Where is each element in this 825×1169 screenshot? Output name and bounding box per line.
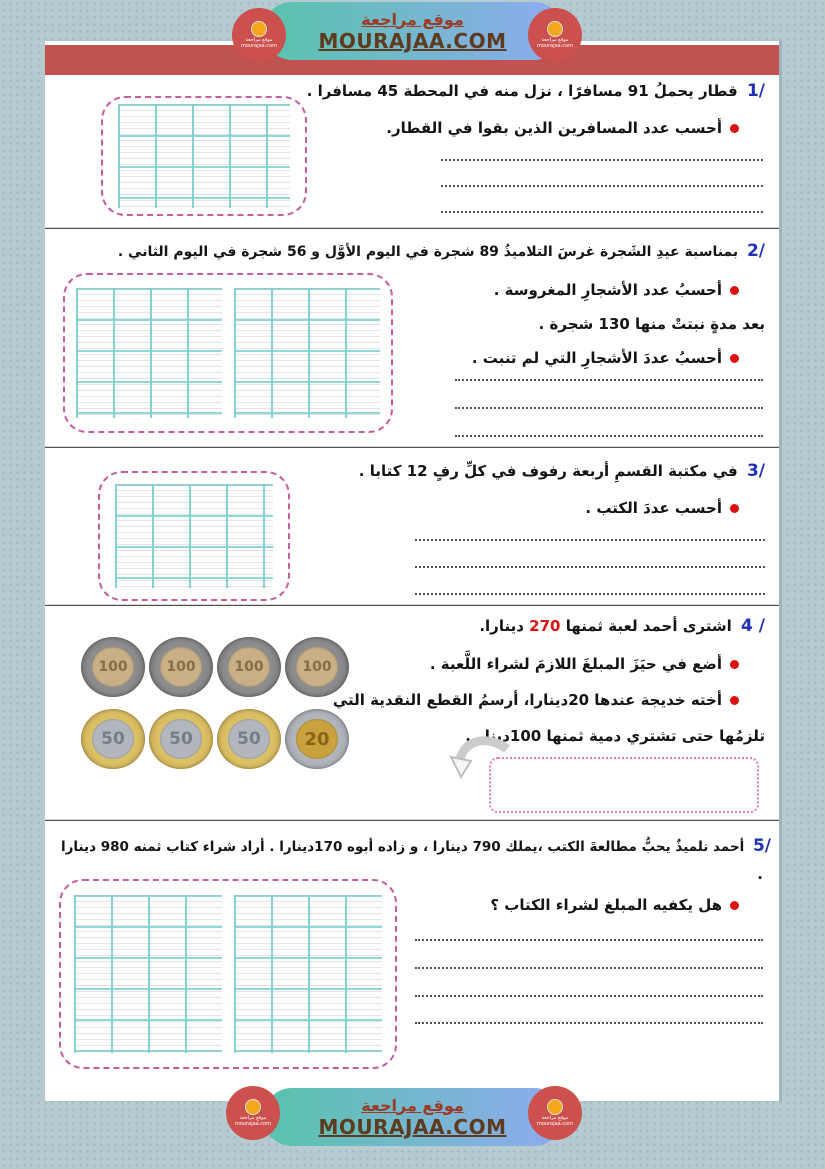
red-bullet-icon: [730, 696, 739, 705]
site-logo-badge: [226, 1086, 280, 1140]
site-logo-badge: [528, 1086, 582, 1140]
exercise4-number: 4 /: [741, 616, 765, 636]
grid-paper: [118, 104, 290, 208]
answer-dotted-line: [415, 967, 763, 969]
answer-dotted-line: [455, 379, 763, 381]
grid-paper: [234, 895, 382, 1053]
price-value: 270: [529, 617, 561, 635]
answer-dotted-line: [415, 593, 765, 595]
exercise-separator: [45, 227, 779, 229]
exercise3-work-grid-box: [98, 471, 290, 601]
answer-dotted-line: [455, 407, 763, 409]
coin-100-dinar: 100: [81, 637, 145, 697]
site-title-english: MOURAJAA.COM: [318, 1114, 507, 1139]
badge-text-ar: موقع مراجعة: [541, 1114, 569, 1121]
answer-dotted-line: [415, 995, 763, 997]
badge-text-ar: موقع مراجعة: [541, 36, 569, 43]
exercise2-work-grid-box: [63, 273, 393, 433]
coins-image: [81, 637, 349, 773]
site-title-arabic: موقع مراجعة: [361, 1095, 464, 1115]
exercise2-bullet1: أحسبُ عدد الأشجارِ المغروسة .: [494, 281, 739, 299]
exercise-separator: [45, 604, 779, 606]
coin-50-dinar: 50: [81, 709, 145, 769]
coin-100-dinar: 100: [285, 637, 349, 697]
site-title-arabic: موقع مراجعة: [361, 9, 464, 29]
exercise3-number: 3/: [746, 461, 765, 481]
badge-text-en: mourajaa.com: [536, 1121, 573, 1127]
badge-text-ar: موقع مراجعة: [239, 1114, 267, 1121]
exercise2-bullet2: أحسبُ عددَ الأشجارِ التي لم تنبت .: [472, 349, 739, 367]
grid-paper: [76, 288, 222, 418]
coin-50-dinar: 50: [217, 709, 281, 769]
red-bullet-icon: [730, 901, 739, 910]
answer-dotted-line: [415, 566, 765, 568]
coin-50-dinar: 50: [149, 709, 213, 769]
badge-text-en: mourajaa.com: [536, 43, 573, 49]
exercise5-statement-period: .: [757, 865, 763, 883]
exercise5-statement: 5/ أحمد تلميذٌ يحبُّ مطالعةَ الكتب ،يملك 790 دينارا ، و زاده أبوه 170دينارا . أراد شراء كتاب ثمنه 980 دينارا: [61, 836, 771, 856]
exercise5-work-grid-box: [59, 879, 397, 1069]
site-title-english: MOURAJAA.COM: [318, 28, 507, 53]
exercise1-bullet: أحسب عدد المسافرين الذين بقوا في القطار.: [386, 119, 739, 137]
answer-dotted-line: [415, 1022, 763, 1024]
red-bullet-icon: [730, 124, 739, 133]
red-bullet-icon: [730, 504, 739, 513]
exercise1-number: 1/: [746, 81, 765, 101]
answer-dotted-line: [415, 539, 765, 541]
exercise5-bullet: هل يكفيه المبلغ لشراء الكتاب ؟: [490, 896, 739, 914]
exercise4-bullet2-continuation: تلزمُها حتى تشتري دمية ثمنها 100دينار .: [465, 727, 765, 745]
exercise4-answer-box: [489, 757, 759, 813]
logo-book-icon: [547, 21, 563, 37]
badge-text-en: mourajaa.com: [234, 1121, 271, 1127]
exercise2-statement: 2/ بمناسبة عيدِ الشَجرة غرسَ التلاميذُ 89 شجرة في اليوم الأوَّل و 56 شجرة في اليوم الثاني .: [117, 241, 765, 261]
exercise2-number: 2/: [746, 241, 765, 261]
exercise-separator: [45, 446, 779, 448]
exercise5-number: 5/: [752, 836, 771, 856]
grid-paper: [234, 288, 380, 418]
badge-text-en: mourajaa.com: [240, 43, 277, 49]
exercise1-work-grid-box: [101, 96, 307, 216]
exercise2-note: بعد مدةٍ نبتتْ منها 130 شجرة .: [538, 315, 765, 333]
logo-book-icon: [245, 1099, 261, 1115]
site-logo-badge: [528, 8, 582, 62]
exercise4-bullet1: أضع في حيَزَ المبلغَ اللازمَ لشراء اللَّعبة .: [430, 655, 739, 673]
answer-dotted-line: [415, 939, 763, 941]
exercise-separator: [45, 819, 779, 821]
exercise4-statement: 4 / اشترى أحمد لعبة ثمنها 270 دينارا.: [479, 616, 765, 636]
coin-100-dinar: 100: [217, 637, 281, 697]
red-bullet-icon: [730, 660, 739, 669]
answer-dotted-line: [441, 185, 763, 187]
logo-book-icon: [251, 21, 267, 37]
logo-book-icon: [547, 1099, 563, 1115]
grid-paper: [74, 895, 222, 1053]
grid-paper: [115, 484, 273, 588]
red-bullet-icon: [730, 354, 739, 363]
footer-banner: [263, 1088, 563, 1146]
answer-dotted-line: [455, 435, 763, 437]
header-banner: [263, 2, 563, 60]
badge-text-ar: موقع مراجعة: [245, 36, 273, 43]
exercise1-statement: 1/ قطار يحملُ 91 مسافرًا ، نزل منه في المحطة 45 مسافرا .: [306, 81, 765, 101]
coin-20-dinar: 20: [285, 709, 349, 769]
answer-dotted-line: [441, 159, 763, 161]
site-logo-badge: [232, 8, 286, 62]
exercise3-statement: 3/ في مكتبة القسمِ أربعة رفوف في كلِّ رفٍ 12 كتابا .: [358, 461, 765, 481]
coin-100-dinar: 100: [149, 637, 213, 697]
answer-dotted-line: [441, 211, 763, 213]
exercise3-bullet: أحسب عددَ الكتب .: [585, 499, 739, 517]
exercise4-bullet2: أخته خديجة عندها 20دينارا، أرسمُ القطع النقدية التي: [333, 691, 739, 709]
red-bullet-icon: [730, 286, 739, 295]
